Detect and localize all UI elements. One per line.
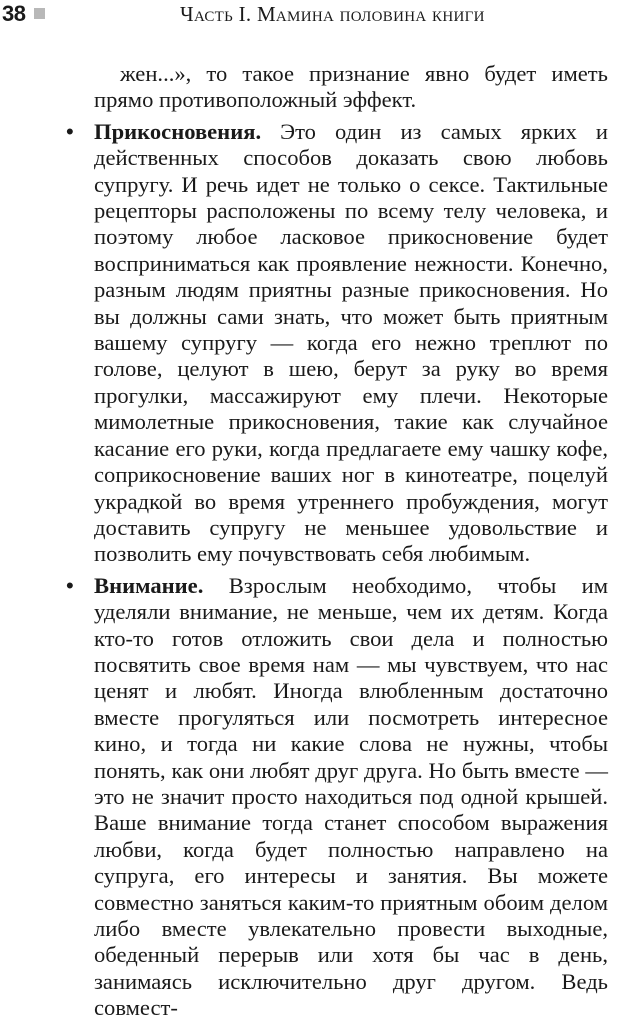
running-head: Часть I. Мамина половина книги <box>180 2 485 26</box>
bullet-icon: • <box>66 118 74 144</box>
header-square-marker <box>34 8 45 19</box>
bullet-item-touch <box>66 118 608 568</box>
page-body <box>66 61 608 1022</box>
continuation-paragraph: жен...», то такое признание явно будет иметь прямо противоположный эффект. <box>94 61 608 113</box>
bullet-paragraph <box>94 573 608 1022</box>
bullet-text: Взрослым необходимо, чтобы им уделяли внимание, не меньше, чем их детям. Когда кто-то готов отложить свои дела и полностью посвятить свое время нам — мы чувствуем, что нас ценят и любят. Иногда влюбленным достаточно вместе прогуляться или посмотреть интересное кино, и тогда ни какие слова не нужны, чтобы понять, как они любят друг друга. Но быть вместе — это не значит просто находиться под одной крышей. Ваше внимание тогда станет способом выражения любви, когда будет полностью направлено на супруга, его интересы и занятия. Вы можете совместно заняться каким-то приятным обоим делом либо вместе увлекательно провести выходные, обеденный перерыв или хотя бы час в день, занимаясь исключительно друг другом. Ведь совмест- <box>94 572 608 1021</box>
page-header <box>0 0 620 40</box>
bullet-icon: • <box>66 572 74 598</box>
bullet-term: Внимание. <box>94 572 204 598</box>
bullet-text: Это один из самых ярких и действенных способов доказать свою любовь супругу. И речь идет не только о сексе. Тактильные рецепторы расположены по всему телу человека, и поэтому любое ласковое прикосновение будет восприниматься как проявление нежности. Конечно, разным людям приятны разные прикосновения. Но вы должны сами знать, что может быть приятным вашему супругу — когда его нежно треплют по голове, целуют в шею, берут за руку во время прогулки, массажируют ему плечи. Некоторые мимолетные прикосновения, такие как случайное касание его руки, когда предлагаете ему чашку кофе, соприкосновение ваших ног в кинотеатре, поцелуй украдкой во время утреннего пробуждения, могут доставить супругу не меньшее удовольствие и позволить ему почувствовать себя любимым. <box>94 118 608 567</box>
page-number: 38 <box>2 1 26 26</box>
bullet-item-attention <box>66 572 608 1022</box>
bullet-paragraph <box>94 119 608 568</box>
bullet-term: Прикосновения. <box>94 118 262 144</box>
